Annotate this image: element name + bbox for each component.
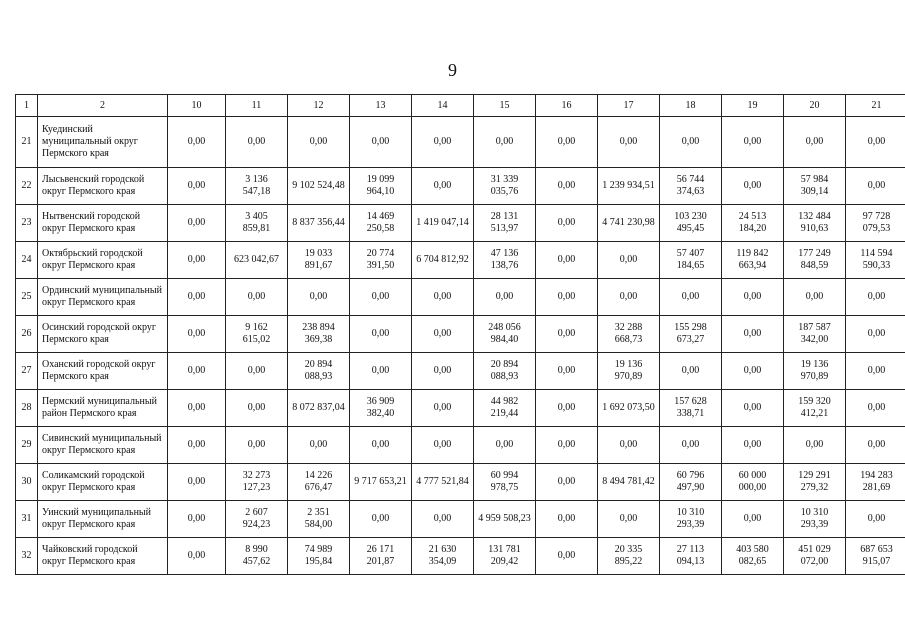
value-cell: 20 894 088,93 bbox=[474, 353, 536, 390]
table-row bbox=[16, 353, 905, 390]
value-cell: 8 990 457,62 bbox=[226, 538, 288, 575]
value-cell: 131 781 209,42 bbox=[474, 538, 536, 575]
value-cell: 0,00 bbox=[598, 501, 660, 538]
value-cell: 14 226 676,47 bbox=[288, 464, 350, 501]
table-row bbox=[16, 205, 905, 242]
value-cell: 0,00 bbox=[536, 242, 598, 279]
value-cell: 0,00 bbox=[722, 168, 784, 205]
table-row bbox=[16, 316, 905, 353]
value-cell: 24 513 184,20 bbox=[722, 205, 784, 242]
value-cell: 0,00 bbox=[168, 390, 226, 427]
value-cell: 0,00 bbox=[722, 427, 784, 464]
value-cell: 0,00 bbox=[846, 427, 905, 464]
value-cell: 0,00 bbox=[168, 117, 226, 168]
municipality-name: Нытвенский городской округ Пермского края bbox=[38, 205, 168, 242]
value-cell: 157 628 338,71 bbox=[660, 390, 722, 427]
value-cell: 14 469 250,58 bbox=[350, 205, 412, 242]
value-cell: 3 405 859,81 bbox=[226, 205, 288, 242]
value-cell: 0,00 bbox=[660, 279, 722, 316]
value-cell: 60 796 497,90 bbox=[660, 464, 722, 501]
municipality-name: Уинский муниципальный округ Пермского края bbox=[38, 501, 168, 538]
municipality-name: Осинский городской округ Пермского края bbox=[38, 316, 168, 353]
value-cell: 0,00 bbox=[168, 205, 226, 242]
value-cell: 32 288 668,73 bbox=[598, 316, 660, 353]
value-cell: 6 704 812,92 bbox=[412, 242, 474, 279]
column-header: 17 bbox=[598, 95, 660, 117]
value-cell: 0,00 bbox=[412, 316, 474, 353]
value-cell: 19 033 891,67 bbox=[288, 242, 350, 279]
value-cell: 19 136 970,89 bbox=[598, 353, 660, 390]
value-cell: 0,00 bbox=[226, 353, 288, 390]
table-row bbox=[16, 538, 905, 575]
value-cell: 60 000 000,00 bbox=[722, 464, 784, 501]
row-number: 25 bbox=[16, 279, 38, 316]
value-cell: 0,00 bbox=[168, 427, 226, 464]
value-cell: 248 056 984,40 bbox=[474, 316, 536, 353]
municipality-name: Лысьвенский городской округ Пермского края bbox=[38, 168, 168, 205]
value-cell: 119 842 663,94 bbox=[722, 242, 784, 279]
municipality-name: Октябрьский городской округ Пермского края bbox=[38, 242, 168, 279]
column-header: 15 bbox=[474, 95, 536, 117]
value-cell: 47 136 138,76 bbox=[474, 242, 536, 279]
value-cell: 0,00 bbox=[846, 501, 905, 538]
value-cell: 0,00 bbox=[660, 117, 722, 168]
value-cell: 74 989 195,84 bbox=[288, 538, 350, 575]
table-row bbox=[16, 427, 905, 464]
value-cell: 1 419 047,14 bbox=[412, 205, 474, 242]
value-cell: 0,00 bbox=[536, 205, 598, 242]
column-header: 10 bbox=[168, 95, 226, 117]
value-cell: 0,00 bbox=[168, 279, 226, 316]
value-cell: 4 777 521,84 bbox=[412, 464, 474, 501]
column-header: 1 bbox=[16, 95, 38, 117]
value-cell: 0,00 bbox=[722, 279, 784, 316]
value-cell: 0,00 bbox=[168, 316, 226, 353]
value-cell: 2 351 584,00 bbox=[288, 501, 350, 538]
value-cell: 10 310 293,39 bbox=[784, 501, 846, 538]
value-cell: 31 339 035,76 bbox=[474, 168, 536, 205]
value-cell: 194 283 281,69 bbox=[846, 464, 905, 501]
value-cell: 0,00 bbox=[288, 117, 350, 168]
value-cell: 0,00 bbox=[784, 117, 846, 168]
value-cell: 0,00 bbox=[722, 117, 784, 168]
value-cell: 103 230 495,45 bbox=[660, 205, 722, 242]
value-cell: 20 774 391,50 bbox=[350, 242, 412, 279]
value-cell: 0,00 bbox=[536, 501, 598, 538]
value-cell: 1 239 934,51 bbox=[598, 168, 660, 205]
table-body bbox=[16, 95, 905, 575]
value-cell: 687 653 915,07 bbox=[846, 538, 905, 575]
value-cell: 0,00 bbox=[168, 168, 226, 205]
value-cell: 0,00 bbox=[536, 316, 598, 353]
value-cell: 0,00 bbox=[412, 279, 474, 316]
value-cell: 0,00 bbox=[660, 353, 722, 390]
value-cell: 0,00 bbox=[350, 427, 412, 464]
value-cell: 0,00 bbox=[846, 117, 905, 168]
budget-table bbox=[15, 94, 905, 575]
value-cell: 0,00 bbox=[846, 390, 905, 427]
value-cell: 0,00 bbox=[598, 427, 660, 464]
value-cell: 0,00 bbox=[412, 390, 474, 427]
value-cell: 0,00 bbox=[288, 427, 350, 464]
value-cell: 0,00 bbox=[598, 242, 660, 279]
value-cell: 238 894 369,38 bbox=[288, 316, 350, 353]
value-cell: 0,00 bbox=[168, 464, 226, 501]
row-number: 27 bbox=[16, 353, 38, 390]
value-cell: 27 113 094,13 bbox=[660, 538, 722, 575]
value-cell: 0,00 bbox=[412, 117, 474, 168]
value-cell: 159 320 412,21 bbox=[784, 390, 846, 427]
value-cell: 0,00 bbox=[350, 117, 412, 168]
value-cell: 8 837 356,44 bbox=[288, 205, 350, 242]
column-header: 2 bbox=[38, 95, 168, 117]
table-row bbox=[16, 279, 905, 316]
value-cell: 1 692 073,50 bbox=[598, 390, 660, 427]
column-header: 21 bbox=[846, 95, 905, 117]
row-number: 23 bbox=[16, 205, 38, 242]
value-cell: 114 594 590,33 bbox=[846, 242, 905, 279]
value-cell: 0,00 bbox=[722, 316, 784, 353]
value-cell: 19 136 970,89 bbox=[784, 353, 846, 390]
value-cell: 0,00 bbox=[226, 390, 288, 427]
value-cell: 0,00 bbox=[412, 353, 474, 390]
column-header: 13 bbox=[350, 95, 412, 117]
value-cell: 0,00 bbox=[536, 538, 598, 575]
value-cell: 26 171 201,87 bbox=[350, 538, 412, 575]
value-cell: 28 131 513,97 bbox=[474, 205, 536, 242]
row-number: 22 bbox=[16, 168, 38, 205]
value-cell: 0,00 bbox=[474, 427, 536, 464]
value-cell: 132 484 910,63 bbox=[784, 205, 846, 242]
value-cell: 19 099 964,10 bbox=[350, 168, 412, 205]
value-cell: 129 291 279,32 bbox=[784, 464, 846, 501]
table-row bbox=[16, 390, 905, 427]
value-cell: 0,00 bbox=[474, 279, 536, 316]
row-number: 30 bbox=[16, 464, 38, 501]
value-cell: 0,00 bbox=[536, 353, 598, 390]
value-cell: 0,00 bbox=[412, 501, 474, 538]
value-cell: 0,00 bbox=[226, 427, 288, 464]
value-cell: 0,00 bbox=[660, 427, 722, 464]
value-cell: 56 744 374,63 bbox=[660, 168, 722, 205]
value-cell: 0,00 bbox=[846, 353, 905, 390]
value-cell: 44 982 219,44 bbox=[474, 390, 536, 427]
value-cell: 0,00 bbox=[784, 279, 846, 316]
row-number: 31 bbox=[16, 501, 38, 538]
value-cell: 3 136 547,18 bbox=[226, 168, 288, 205]
municipality-name: Оханский городской округ Пермского края bbox=[38, 353, 168, 390]
value-cell: 0,00 bbox=[846, 168, 905, 205]
value-cell: 0,00 bbox=[598, 117, 660, 168]
value-cell: 8 494 781,42 bbox=[598, 464, 660, 501]
value-cell: 0,00 bbox=[536, 168, 598, 205]
value-cell: 0,00 bbox=[474, 117, 536, 168]
column-header: 12 bbox=[288, 95, 350, 117]
column-header: 19 bbox=[722, 95, 784, 117]
value-cell: 0,00 bbox=[536, 427, 598, 464]
value-cell: 4 959 508,23 bbox=[474, 501, 536, 538]
municipality-name: Соликамский городской округ Пермского края bbox=[38, 464, 168, 501]
row-number: 28 bbox=[16, 390, 38, 427]
value-cell: 57 984 309,14 bbox=[784, 168, 846, 205]
value-cell: 9 102 524,48 bbox=[288, 168, 350, 205]
row-number: 24 bbox=[16, 242, 38, 279]
value-cell: 8 072 837,04 bbox=[288, 390, 350, 427]
value-cell: 403 580 082,65 bbox=[722, 538, 784, 575]
value-cell: 0,00 bbox=[288, 279, 350, 316]
column-header: 14 bbox=[412, 95, 474, 117]
value-cell: 0,00 bbox=[536, 390, 598, 427]
value-cell: 451 029 072,00 bbox=[784, 538, 846, 575]
value-cell: 97 728 079,53 bbox=[846, 205, 905, 242]
value-cell: 0,00 bbox=[168, 353, 226, 390]
value-cell: 0,00 bbox=[226, 279, 288, 316]
value-cell: 9 162 615,02 bbox=[226, 316, 288, 353]
table-row bbox=[16, 168, 905, 205]
row-number: 21 bbox=[16, 117, 38, 168]
value-cell: 0,00 bbox=[722, 501, 784, 538]
value-cell: 0,00 bbox=[168, 242, 226, 279]
value-cell: 36 909 382,40 bbox=[350, 390, 412, 427]
value-cell: 0,00 bbox=[784, 427, 846, 464]
value-cell: 0,00 bbox=[412, 168, 474, 205]
row-number: 32 bbox=[16, 538, 38, 575]
value-cell: 0,00 bbox=[536, 464, 598, 501]
value-cell: 32 273 127,23 bbox=[226, 464, 288, 501]
value-cell: 187 587 342,00 bbox=[784, 316, 846, 353]
column-header: 11 bbox=[226, 95, 288, 117]
municipality-name: Сивинский муниципальный округ Пермского края bbox=[38, 427, 168, 464]
value-cell: 57 407 184,65 bbox=[660, 242, 722, 279]
table-row bbox=[16, 464, 905, 501]
value-cell: 21 630 354,09 bbox=[412, 538, 474, 575]
value-cell: 0,00 bbox=[350, 501, 412, 538]
value-cell: 0,00 bbox=[412, 427, 474, 464]
column-header: 16 bbox=[536, 95, 598, 117]
value-cell: 0,00 bbox=[536, 117, 598, 168]
value-cell: 0,00 bbox=[846, 279, 905, 316]
value-cell: 4 741 230,98 bbox=[598, 205, 660, 242]
value-cell: 9 717 653,21 bbox=[350, 464, 412, 501]
value-cell: 0,00 bbox=[350, 279, 412, 316]
table-row bbox=[16, 501, 905, 538]
value-cell: 2 607 924,23 bbox=[226, 501, 288, 538]
value-cell: 10 310 293,39 bbox=[660, 501, 722, 538]
value-cell: 155 298 673,27 bbox=[660, 316, 722, 353]
value-cell: 623 042,67 bbox=[226, 242, 288, 279]
value-cell: 0,00 bbox=[350, 316, 412, 353]
municipality-name: Пермский муниципальный район Пермского края bbox=[38, 390, 168, 427]
page-number: 9 bbox=[448, 60, 457, 80]
value-cell: 0,00 bbox=[168, 501, 226, 538]
value-cell: 20 894 088,93 bbox=[288, 353, 350, 390]
table-row bbox=[16, 117, 905, 168]
table-row bbox=[16, 242, 905, 279]
value-cell: 0,00 bbox=[168, 538, 226, 575]
municipality-name: Куединский муниципальный округ Пермского края bbox=[38, 117, 168, 168]
column-header: 20 bbox=[784, 95, 846, 117]
value-cell: 0,00 bbox=[226, 117, 288, 168]
table-header-row bbox=[16, 95, 905, 117]
value-cell: 0,00 bbox=[846, 316, 905, 353]
municipality-name: Чайковский городской округ Пермского края bbox=[38, 538, 168, 575]
value-cell: 20 335 895,22 bbox=[598, 538, 660, 575]
value-cell: 60 994 978,75 bbox=[474, 464, 536, 501]
column-header: 18 bbox=[660, 95, 722, 117]
value-cell: 0,00 bbox=[350, 353, 412, 390]
row-number: 26 bbox=[16, 316, 38, 353]
value-cell: 177 249 848,59 bbox=[784, 242, 846, 279]
municipality-name: Ординский муниципальный округ Пермского края bbox=[38, 279, 168, 316]
value-cell: 0,00 bbox=[722, 353, 784, 390]
value-cell: 0,00 bbox=[536, 279, 598, 316]
value-cell: 0,00 bbox=[598, 279, 660, 316]
value-cell: 0,00 bbox=[722, 390, 784, 427]
row-number: 29 bbox=[16, 427, 38, 464]
